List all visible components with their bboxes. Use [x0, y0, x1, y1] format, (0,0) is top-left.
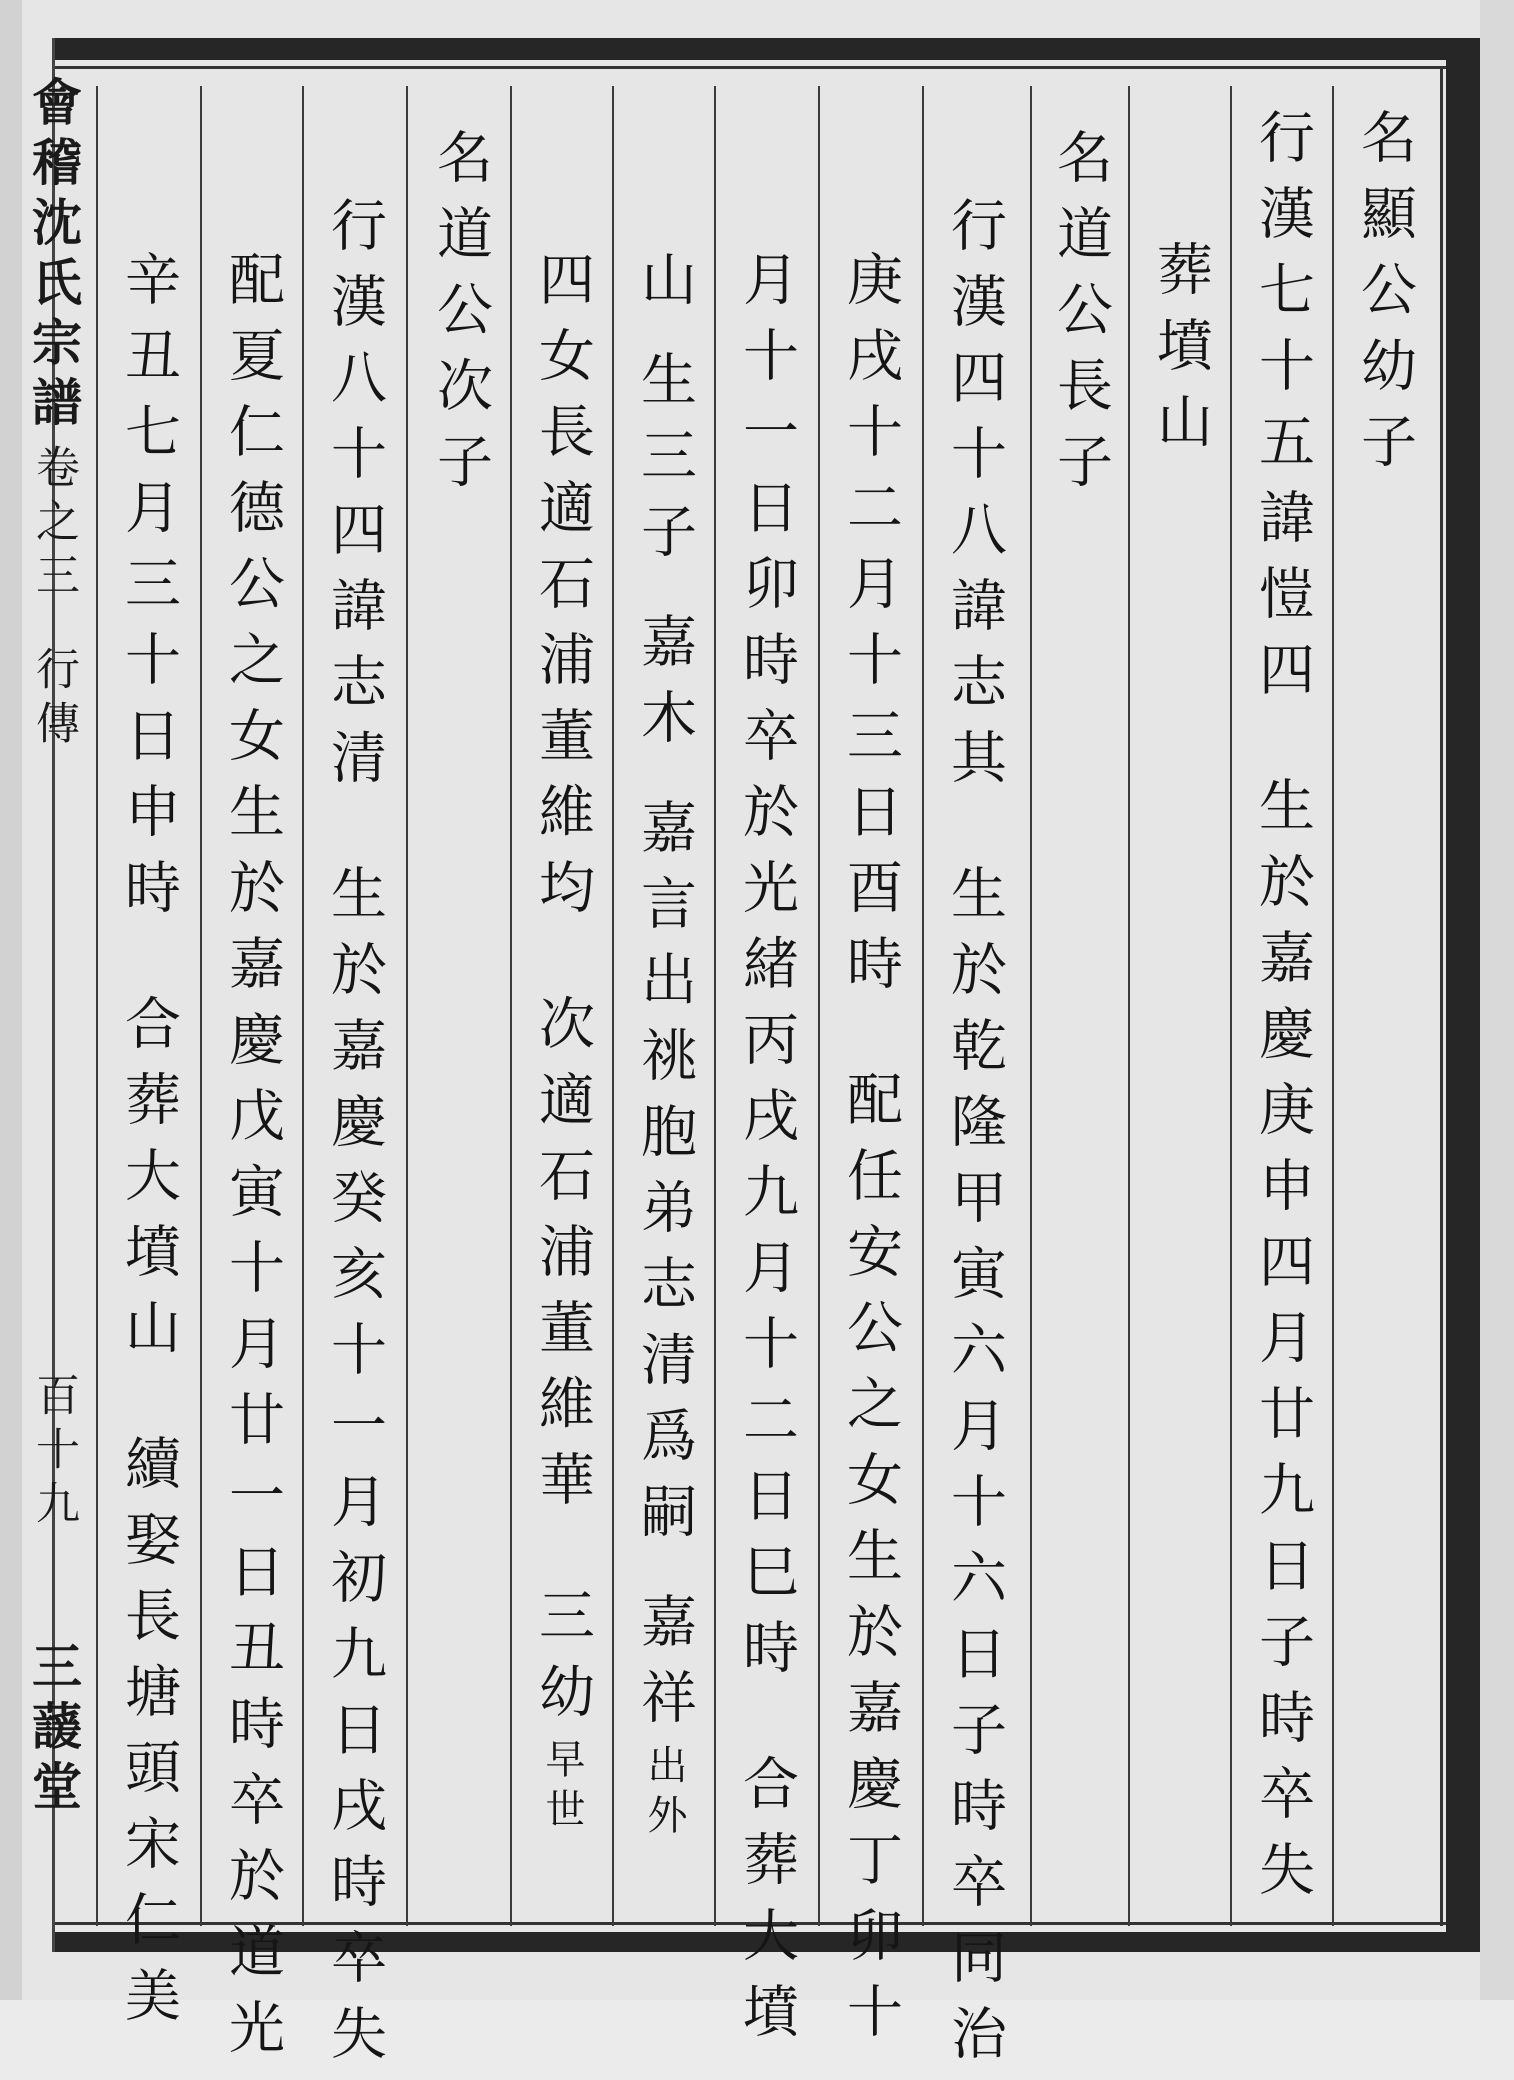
column-text: 生於嘉慶癸亥十一月初九日戌時卒失: [322, 864, 387, 2080]
column-rule: [1230, 86, 1232, 1926]
top-border: [52, 38, 1457, 60]
book-title: 會稽沈氏宗譜: [24, 76, 83, 436]
column-text: 生於乾隆甲寅六月十六日子時卒同治: [942, 864, 1007, 2080]
text-column-11: [318, 196, 390, 2080]
text-column-3: [1144, 240, 1216, 468]
text-column-12: [216, 250, 288, 2074]
column-rule: [612, 86, 614, 1926]
column-rule: [1030, 86, 1032, 1926]
column-note: 出外: [641, 1744, 687, 1844]
column-text: 生於嘉慶庚申四月廿九日子時卒失: [1250, 776, 1315, 1916]
column-note: 早世: [539, 1738, 585, 1838]
text-column-8: [628, 250, 700, 1844]
text-column-10: [424, 128, 496, 508]
text-column-9: [526, 250, 598, 1838]
text-column-6: [834, 250, 906, 2058]
edge-header: [25, 76, 81, 754]
column-rule: [200, 86, 202, 1926]
column-text: 配夏仁德公之女生於嘉慶戊寅十月廿一日丑時卒於道光: [220, 250, 285, 2074]
column-rule: [96, 86, 98, 1926]
text-column-1: [1348, 108, 1420, 488]
top-border-inner: [52, 66, 1457, 69]
column-text: 辛丑七月三十日申時: [116, 250, 181, 934]
page-number: 百十九: [28, 1372, 79, 1534]
column-text: 嘉祥: [632, 1592, 697, 1744]
page-margin: [1480, 0, 1514, 2000]
text-column-5: [938, 196, 1010, 2080]
column-text: 次適石浦董維華: [530, 994, 595, 1526]
column-text: 嘉木: [632, 612, 697, 764]
column-text: 山: [632, 250, 697, 326]
text-column-2: [1246, 108, 1318, 1916]
column-rule: [818, 86, 820, 1926]
right-border-inner: [1440, 66, 1443, 1926]
column-rule: [1128, 86, 1130, 1926]
column-rule: [714, 86, 716, 1926]
section-label: 行傳: [28, 646, 79, 754]
column-text: 庚戌十二月十三日酉時: [838, 250, 903, 1010]
column-text: 行漢七十五諱愷四: [1250, 108, 1315, 716]
column-rule: [510, 86, 512, 1926]
text-column-4: [1044, 128, 1116, 508]
column-rule: [1332, 86, 1334, 1926]
column-text: 配任安公之女生於嘉慶丁卯十: [838, 1070, 903, 2058]
publisher-mark: 三蘐堂: [24, 1640, 83, 1820]
text-column-7: [730, 250, 802, 2058]
column-text: 生三子: [632, 350, 697, 578]
column-rule: [922, 86, 924, 1926]
column-text: 合葬大墳山: [116, 994, 181, 1374]
column-text: 行漢八十四諱志清: [322, 196, 387, 804]
binding-edge: [0, 0, 22, 2000]
right-border: [1446, 38, 1480, 1952]
column-text: 三幼: [530, 1586, 595, 1738]
volume-label: 卷之三: [28, 444, 79, 606]
column-text: 葬墳山: [1148, 240, 1213, 468]
column-text: 續娶長塘頭宋仁美: [116, 1434, 181, 2042]
column-rule: [406, 86, 408, 1926]
column-text: 合葬大墳: [734, 1754, 799, 2058]
column-rule: [302, 86, 304, 1926]
column-text: 四女長適石浦董維均: [530, 250, 595, 934]
column-text: 名顯公幼子: [1352, 108, 1417, 488]
column-text: 名道公長子: [1048, 128, 1113, 508]
column-text: 月十一日卯時卒於光緒丙戌九月十二日巳時: [734, 250, 799, 1694]
column-text: 嘉言出祧胞弟志清爲嗣: [632, 798, 697, 1558]
column-text: 名道公次子: [428, 128, 493, 508]
column-text: 行漢四十八諱志其: [942, 196, 1007, 804]
text-column-13: [112, 250, 184, 2042]
